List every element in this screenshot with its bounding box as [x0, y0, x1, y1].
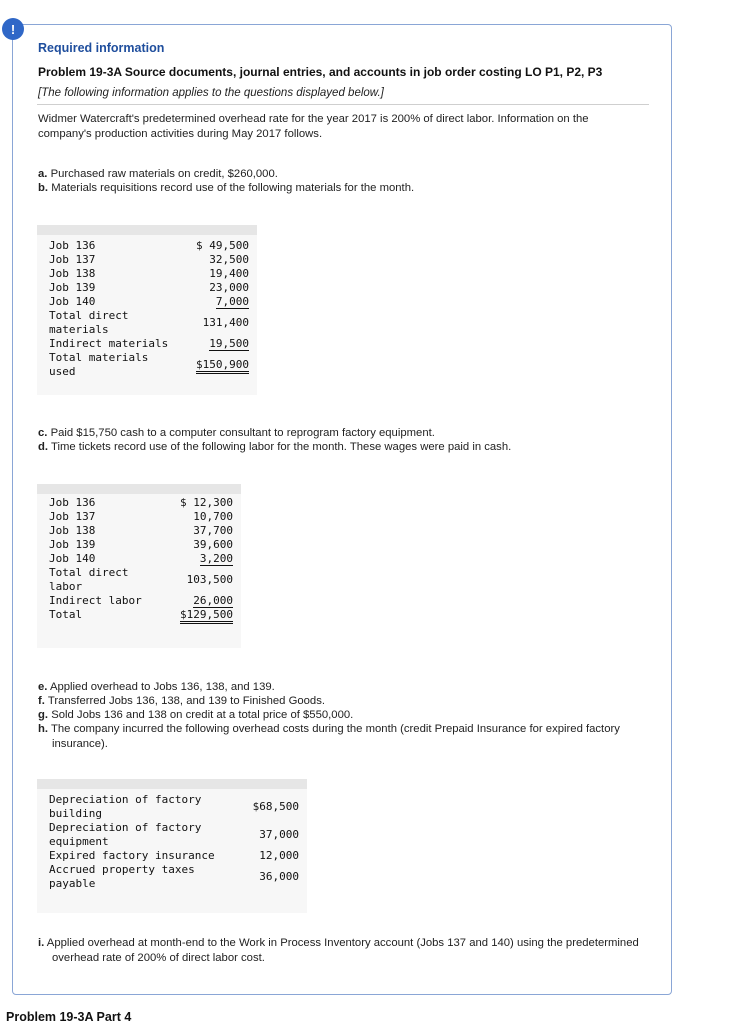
table-row: Total materials used $150,900: [49, 351, 249, 378]
item-e-letter: e.: [38, 681, 48, 693]
table-row: Total direct materials 131,400: [49, 309, 249, 336]
item-h: [38, 722, 642, 751]
table-row: Depreciation of factory building $68,500: [49, 793, 299, 820]
item-a-text: Purchased raw materials on credit, $260,000.: [50, 168, 278, 180]
item-c-letter: c.: [38, 427, 48, 439]
table-row: Job 136 $ 49,500: [49, 239, 249, 252]
table-row: Job 138 37,700: [49, 524, 233, 537]
labor-table: [37, 484, 241, 648]
required-information-heading: Required information: [38, 41, 165, 55]
item-b-text: Materials requisitions record use of the following materials for the month.: [51, 182, 415, 194]
item-d-text: Time tickets record use of the following labor for the month. These wages were paid in cash.: [50, 441, 512, 453]
table-row: Indirect materials 19,500: [49, 337, 249, 350]
table-row: Accrued property taxes payable 36,000: [49, 863, 299, 890]
item-c-text: Paid $15,750 cash to a computer consultant to reprogram factory equipment.: [50, 427, 435, 439]
table-row: Total direct labor 103,500: [49, 566, 233, 593]
item-a: [38, 167, 638, 182]
item-e: [38, 680, 638, 695]
table-row: Total $129,500: [37, 608, 241, 622]
item-a-letter: a.: [38, 168, 48, 180]
item-g-letter: g.: [38, 709, 49, 721]
alert-icon: !: [2, 18, 24, 40]
table-row: Depreciation of factory equipment 37,000: [49, 821, 299, 848]
item-g-text: Sold Jobs 136 and 138 on credit at a total price of $550,000.: [51, 709, 354, 721]
table-row: Job 140 7,000: [49, 295, 249, 308]
table-row: Job 139 39,600: [49, 538, 233, 551]
table-row: Job 137 10,700: [49, 510, 233, 523]
item-b-letter: b.: [38, 182, 49, 194]
item-f-text: Transferred Jobs 136, 138, and 139 to Finished Goods.: [47, 695, 325, 707]
table-row: Expired factory insurance 12,000: [49, 849, 299, 862]
item-d: [38, 440, 638, 455]
table-row: Job 140 3,200: [49, 552, 233, 565]
divider: [37, 104, 649, 105]
info-note: [The following information applies to the questions displayed below.]: [38, 87, 384, 99]
item-i-letter: i.: [38, 937, 45, 949]
part-title: Problem 19-3A Part 4: [6, 1010, 132, 1024]
table-row: Job 136 $ 12,300: [49, 496, 233, 509]
item-b: [38, 181, 638, 196]
item-h-text: The company incurred the following overhead costs during the month (credit Prepaid Insurance for expired factory insurance).: [50, 723, 620, 750]
item-g: [38, 708, 638, 723]
item-h-letter: h.: [38, 723, 49, 735]
item-i: [38, 936, 647, 965]
item-f-letter: f.: [38, 695, 45, 707]
item-c: [38, 426, 638, 441]
table-row: Indirect labor 26,000: [49, 594, 233, 607]
item-f: [38, 694, 638, 709]
item-e-text: Applied overhead to Jobs 136, 138, and 139.: [49, 681, 275, 693]
problem-title: Problem 19-3A Source documents, journal entries, and accounts in job order costing LO P1, P2, P3: [38, 65, 603, 79]
table-row: Job 138 19,400: [49, 267, 249, 280]
materials-table: [37, 225, 257, 395]
item-i-text: Applied overhead at month-end to the Work in Process Inventory account (Jobs 137 and 140) using the predetermined overhead rate of 200% of direct labor cost.: [46, 937, 639, 964]
overhead-costs-table: [37, 779, 307, 913]
table-row: Job 137 32,500: [49, 253, 249, 266]
intro-paragraph: Widmer Watercraft's predetermined overhead rate for the year 2017 is 200% of direct labor. Information on the company's production activities during May 2017 follows.: [38, 113, 589, 140]
item-d-letter: d.: [38, 441, 49, 453]
table-row: Job 139 23,000: [49, 281, 249, 294]
